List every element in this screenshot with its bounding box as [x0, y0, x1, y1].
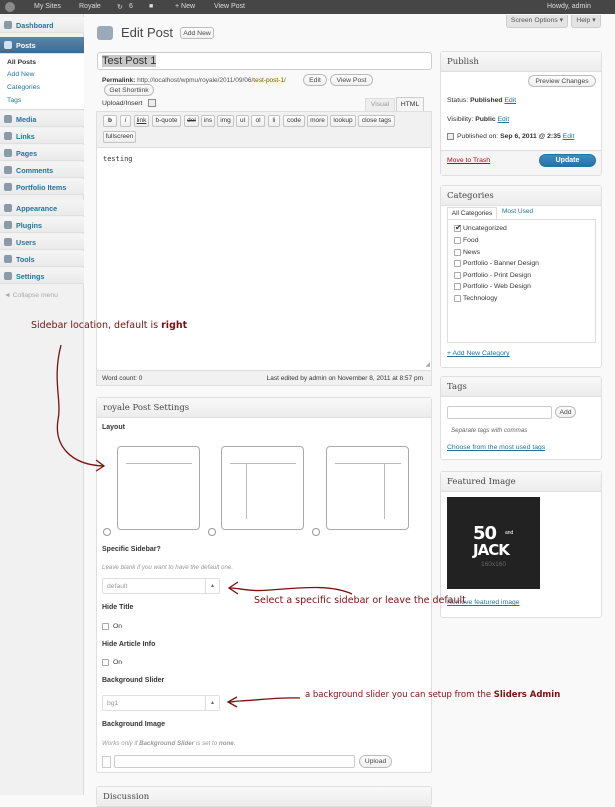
category-label-food: Food — [463, 237, 479, 244]
visibility-row: Visibility: Public Edit — [447, 116, 510, 123]
featured-image-text-jack: JACK — [473, 541, 509, 559]
permalink-edit-button[interactable]: Edit — [303, 74, 327, 86]
annotation-select-sidebar: Select a specific sidebar or leave the default — [254, 595, 466, 606]
help-button[interactable]: Help ▾ — [571, 15, 601, 28]
new-content-link[interactable]: + New — [175, 3, 196, 10]
category-label-print: Portfolio - Print Design — [463, 272, 531, 279]
hide-title-on-label: On — [113, 623, 123, 630]
annotation-background-slider: a background slider you can setup from the Sliders Admin — [305, 690, 561, 700]
qt-more[interactable]: more — [307, 115, 328, 127]
submenu-categories[interactable]: Categories — [7, 84, 40, 91]
comments-menu-icon — [4, 166, 12, 174]
wordpress-logo-icon[interactable] — [5, 2, 15, 12]
hide-title-label: Hide Title — [102, 604, 134, 611]
menu-portfolio[interactable] — [0, 179, 84, 195]
featured-image-size: 160x160 — [481, 561, 506, 568]
tools-icon — [4, 255, 12, 263]
word-count: Word count: 0 — [102, 375, 143, 382]
category-checkbox-uncategorized[interactable] — [454, 225, 461, 232]
tags-hint: Separate tags with commas — [451, 427, 528, 434]
background-image-label: Background Image — [102, 721, 166, 728]
category-checkbox-web[interactable] — [454, 283, 461, 290]
category-checkbox-news[interactable] — [454, 249, 461, 256]
posts-pin-icon — [4, 41, 12, 49]
dashboard-icon — [4, 21, 12, 29]
permalink-label: Permalink: — [102, 77, 136, 84]
submenu-add-new[interactable]: Add New — [7, 71, 35, 78]
links-icon — [4, 132, 12, 140]
discussion-title[interactable]: Discussion — [97, 787, 431, 807]
upload-media-icon[interactable] — [148, 99, 156, 107]
pages-icon — [4, 149, 12, 157]
category-label-technology: Technology — [463, 295, 498, 302]
upload-insert-label: Upload/Insert — [102, 100, 143, 107]
qt-ol[interactable]: ol — [251, 115, 265, 127]
submenu-tags[interactable]: Tags — [7, 97, 22, 104]
post-content-textarea[interactable] — [97, 149, 431, 369]
tab-visual[interactable]: Visual — [365, 98, 395, 111]
background-slider-label: Background Slider — [102, 677, 165, 684]
my-sites-link[interactable]: My Sites — [34, 3, 61, 10]
category-label-web: Portfolio - Web Design — [463, 283, 531, 290]
category-checkbox-technology[interactable] — [454, 295, 461, 302]
preview-changes-button[interactable]: Preview Changes — [528, 75, 596, 87]
category-checkbox-print[interactable] — [454, 272, 461, 279]
category-checkbox-banner[interactable] — [454, 260, 461, 267]
site-name-link[interactable]: Royale — [79, 3, 101, 10]
select-arrows-icon: ▴ — [205, 696, 219, 710]
qt-blockquote[interactable]: b-quote — [152, 115, 181, 127]
menu-links[interactable] — [0, 128, 84, 144]
menu-posts-label: Posts — [16, 41, 36, 50]
updates-count[interactable]: 6 — [129, 3, 133, 10]
post-title-input[interactable] — [97, 52, 432, 70]
add-new-post-button[interactable]: Add New — [180, 27, 214, 39]
settings-icon — [4, 272, 12, 280]
editor-status-bar — [97, 370, 431, 385]
resize-handle-icon[interactable]: ◢ — [425, 362, 430, 368]
featured-image-title[interactable]: Featured Image — [441, 472, 601, 492]
portfolio-icon — [4, 183, 12, 191]
menu-appearance-label: Appearance — [16, 204, 58, 213]
tags-title[interactable]: Tags — [441, 377, 601, 397]
howdy-account[interactable]: Howdy, admin — [547, 3, 591, 10]
categories-tab-all[interactable]: All Categories — [447, 207, 497, 219]
menu-comments[interactable] — [0, 162, 84, 178]
media-icon — [4, 115, 12, 123]
category-checkbox-food[interactable] — [454, 237, 461, 244]
view-post-link[interactable]: View Post — [214, 3, 245, 10]
admin-bar — [0, 0, 615, 14]
menu-tools[interactable] — [0, 251, 84, 267]
menu-pages-label: Pages — [16, 149, 38, 158]
menu-media-label: Media — [16, 115, 37, 124]
get-shortlink-button[interactable]: Get Shortlink — [104, 84, 154, 96]
permalink-base: http://localhost/wpmu/royale/2011/09/06/ — [137, 77, 254, 84]
category-label-uncategorized: Uncategorized — [463, 225, 507, 232]
menu-plugins[interactable] — [0, 217, 84, 233]
post-content-text: testing — [103, 155, 133, 163]
hide-article-info-label: Hide Article Info — [102, 641, 156, 648]
layout-option-none[interactable] — [117, 446, 200, 530]
edit-post-pin-icon — [97, 26, 113, 40]
plugins-icon — [4, 221, 12, 229]
menu-media[interactable] — [0, 111, 84, 127]
menu-settings[interactable] — [0, 268, 84, 284]
users-icon — [4, 238, 12, 246]
layout-radio-left[interactable] — [208, 528, 216, 536]
categories-tab-most-used[interactable]: Most Used — [502, 208, 534, 215]
qt-del[interactable]: del — [184, 115, 199, 127]
tags-input[interactable] — [447, 406, 552, 419]
annotation-sidebar-location: Sidebar location, default is right — [31, 320, 188, 331]
menu-dashboard-label: Dashboard — [16, 21, 54, 30]
published-on-edit-link[interactable]: Edit — [562, 133, 575, 140]
specific-sidebar-hint: Leave blank if you want to have the default one. — [102, 564, 234, 571]
category-label-news: News — [463, 249, 480, 256]
menu-tools-label: Tools — [16, 255, 35, 264]
submenu-all-posts[interactable]: All Posts — [7, 59, 37, 66]
qt-img[interactable]: img — [217, 115, 234, 127]
last-edited: Last edited by admin on November 8, 2011 at 8:57 pm — [266, 375, 423, 382]
menu-dashboard[interactable] — [0, 17, 84, 33]
menu-links-label: Links — [16, 132, 35, 141]
tab-html[interactable]: HTML — [396, 97, 424, 111]
qt-bold[interactable]: b — [103, 115, 117, 127]
select-arrows-icon: ▴ — [205, 579, 219, 593]
qt-fullscreen[interactable]: fullscreen — [103, 131, 136, 143]
updates-icon[interactable]: ↻ — [117, 4, 123, 11]
qt-ins[interactable]: ins — [201, 115, 215, 127]
visibility-edit-link[interactable]: Edit — [497, 116, 510, 123]
background-slider-value: bg1 — [107, 700, 119, 707]
page-title: Edit Post — [121, 25, 174, 40]
menu-portfolio-label: Portfolio Items — [16, 183, 67, 192]
qt-close-tags[interactable]: close tags — [358, 115, 395, 127]
calendar-icon — [447, 133, 454, 140]
layout-option-right-sidebar[interactable] — [326, 446, 409, 530]
category-label-banner: Portfolio - Banner Design — [463, 260, 539, 267]
featured-image-text-50: 50 — [473, 523, 497, 544]
status-row: Status: Published Edit — [447, 97, 517, 104]
qt-lookup[interactable]: lookup — [330, 115, 356, 127]
background-image-upload-button[interactable]: Upload — [359, 755, 392, 768]
appearance-icon — [4, 204, 12, 212]
permalink-row — [102, 77, 286, 84]
specific-sidebar-value: default — [107, 583, 128, 590]
published-on-row: Published on: Sep 6, 2011 @ 2:35 Edit — [457, 133, 575, 140]
move-to-trash-link[interactable]: Move to Trash — [447, 157, 491, 164]
choose-most-used-tags-link[interactable]: Choose from the most used tags — [447, 444, 546, 451]
add-new-category-link[interactable]: + Add New Category — [447, 350, 510, 357]
collapse-menu[interactable]: ◄ Collapse menu — [4, 292, 58, 299]
hide-article-info-checkbox[interactable] — [102, 659, 109, 666]
featured-image-text-and: and — [505, 530, 514, 536]
menu-settings-label: Settings — [16, 272, 45, 281]
background-image-preview — [102, 756, 111, 768]
status-edit-link[interactable]: Edit — [504, 97, 517, 104]
layout-option-left-sidebar[interactable] — [221, 446, 304, 530]
menu-users[interactable] — [0, 234, 84, 250]
publish-title[interactable]: Publish — [441, 52, 601, 72]
categories-title[interactable]: Categories — [441, 186, 601, 206]
hide-title-checkbox[interactable] — [102, 623, 109, 630]
menu-appearance[interactable] — [0, 200, 84, 216]
background-image-url-input[interactable] — [114, 755, 355, 768]
menu-comments-label: Comments — [16, 166, 54, 175]
layout-label: Layout — [102, 424, 125, 431]
menu-pages[interactable] — [0, 145, 84, 161]
qt-italic[interactable]: i — [120, 115, 131, 127]
layout-radio-right[interactable] — [312, 528, 320, 536]
post-title-value: Test Post 1 — [102, 55, 157, 67]
discussion-box — [96, 786, 432, 806]
hide-article-on-label: On — [113, 659, 123, 666]
menu-users-label: Users — [16, 238, 36, 247]
qt-li[interactable]: li — [268, 115, 280, 127]
qt-link[interactable]: link — [134, 115, 149, 127]
remove-featured-image-link[interactable]: Remove featured image — [447, 599, 520, 606]
tags-add-button[interactable]: Add — [555, 406, 576, 418]
layout-radio-none[interactable] — [103, 528, 111, 536]
menu-plugins-label: Plugins — [16, 221, 42, 230]
featured-image-thumbnail[interactable] — [447, 497, 540, 589]
check-mark-icon: ✔ — [455, 223, 462, 232]
permalink-slug[interactable]: test-post-1 — [253, 77, 285, 84]
qt-ul[interactable]: ul — [236, 115, 249, 127]
background-slider-select[interactable] — [102, 695, 220, 711]
royale-settings-title[interactable]: royale Post Settings — [97, 398, 431, 418]
menu-posts[interactable] — [0, 37, 84, 54]
update-button[interactable]: Update — [539, 154, 596, 167]
specific-sidebar-label: Specific Sidebar? — [102, 546, 161, 553]
comments-icon[interactable]: ■ — [149, 3, 154, 10]
permalink-trail: / — [284, 77, 286, 84]
qt-code[interactable]: code — [283, 115, 305, 127]
screen-options-button[interactable]: Screen Options ▾ — [506, 15, 568, 28]
background-image-hint: Works only if Background Slider is set to none. — [102, 740, 236, 747]
view-post-button[interactable]: View Post — [330, 74, 373, 86]
specific-sidebar-select[interactable] — [102, 578, 220, 594]
